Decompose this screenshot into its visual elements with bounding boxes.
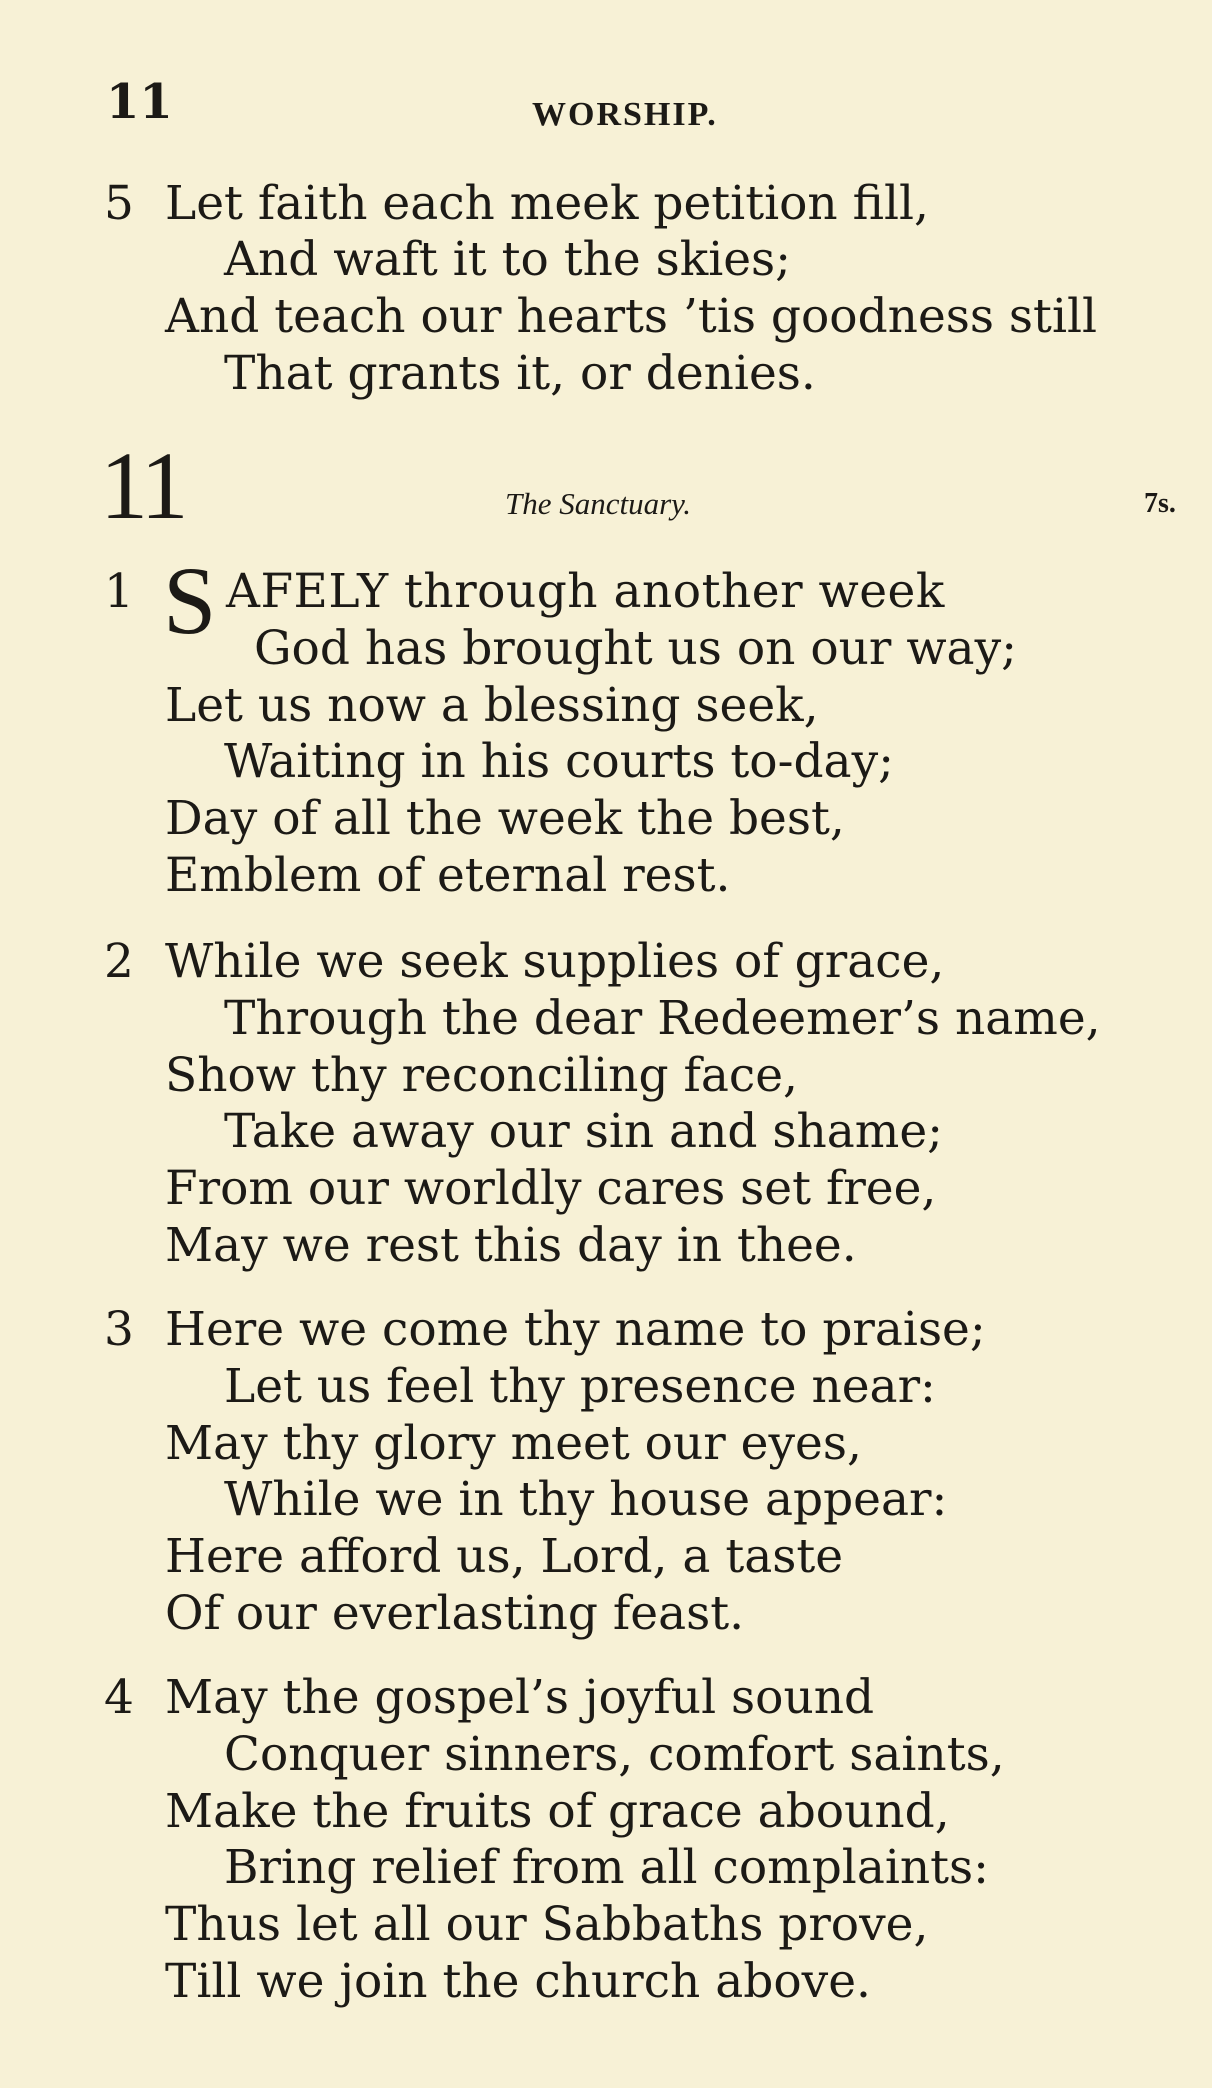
stanza-line: That grants it, or denies. xyxy=(224,346,816,401)
stanza-line: Let faith each meek petition fill, xyxy=(165,176,929,231)
hymn-meter: 7s. xyxy=(1144,488,1176,519)
stanza-number: 4 xyxy=(104,1670,134,1725)
stanza-line: Here afford us, Lord, a taste xyxy=(165,1529,844,1584)
stanza-line: AFELY through another week xyxy=(226,564,945,619)
hymn-number: 11 xyxy=(100,432,185,539)
stanza-line: Thus let all our Sabbaths prove, xyxy=(165,1897,929,1952)
stanza-line: Show thy reconciling face, xyxy=(165,1048,798,1103)
stanza-line: While we seek supplies of grace, xyxy=(165,934,945,989)
stanza-line: Waiting in his courts to-day; xyxy=(224,734,894,789)
page-number: 11 xyxy=(106,74,173,130)
stanza-line: Day of all the week the best, xyxy=(165,791,845,846)
stanza-number: 5 xyxy=(104,176,134,231)
stanza-line: And teach our hearts ’tis goodness still xyxy=(165,289,1098,344)
stanza-line: Here we come thy name to praise; xyxy=(165,1302,986,1357)
stanza-line: Till we join the church above. xyxy=(165,1954,871,2009)
stanza-line: May the gospel’s joyful sound xyxy=(165,1670,875,1725)
stanza-line: May we rest this day in thee. xyxy=(165,1218,857,1273)
stanza-number: 3 xyxy=(104,1302,134,1357)
stanza-line: Take away our sin and shame; xyxy=(224,1104,943,1159)
stanza-line: Let us feel thy presence near: xyxy=(224,1359,936,1414)
running-title: WORSHIP. xyxy=(532,96,718,133)
stanza-line: Of our everlasting feast. xyxy=(165,1586,745,1641)
drop-cap: S xyxy=(163,547,217,654)
stanza-line: While we in thy house appear: xyxy=(224,1472,948,1527)
stanza-line: God has brought us on our way; xyxy=(254,621,1017,676)
hymn-title: The Sanctuary. xyxy=(505,486,691,521)
stanza-number: 1 xyxy=(104,564,134,619)
stanza-line: From our worldly cares set free, xyxy=(165,1161,937,1216)
stanza-number: 2 xyxy=(104,934,134,989)
stanza-line: Let us now a blessing seek, xyxy=(165,678,819,733)
stanza-line: Emblem of eternal rest. xyxy=(165,848,731,903)
stanza-line: Through the dear Redeemer’s name, xyxy=(224,991,1101,1046)
stanza-line: Make the fruits of grace abound, xyxy=(165,1784,950,1839)
stanza-line: May thy glory meet our eyes, xyxy=(165,1416,862,1471)
stanza-line: Conquer sinners, comfort saints, xyxy=(224,1727,1005,1782)
stanza-line: Bring relief from all complaints: xyxy=(224,1840,989,1895)
stanza-line: And waft it to the skies; xyxy=(224,232,792,287)
